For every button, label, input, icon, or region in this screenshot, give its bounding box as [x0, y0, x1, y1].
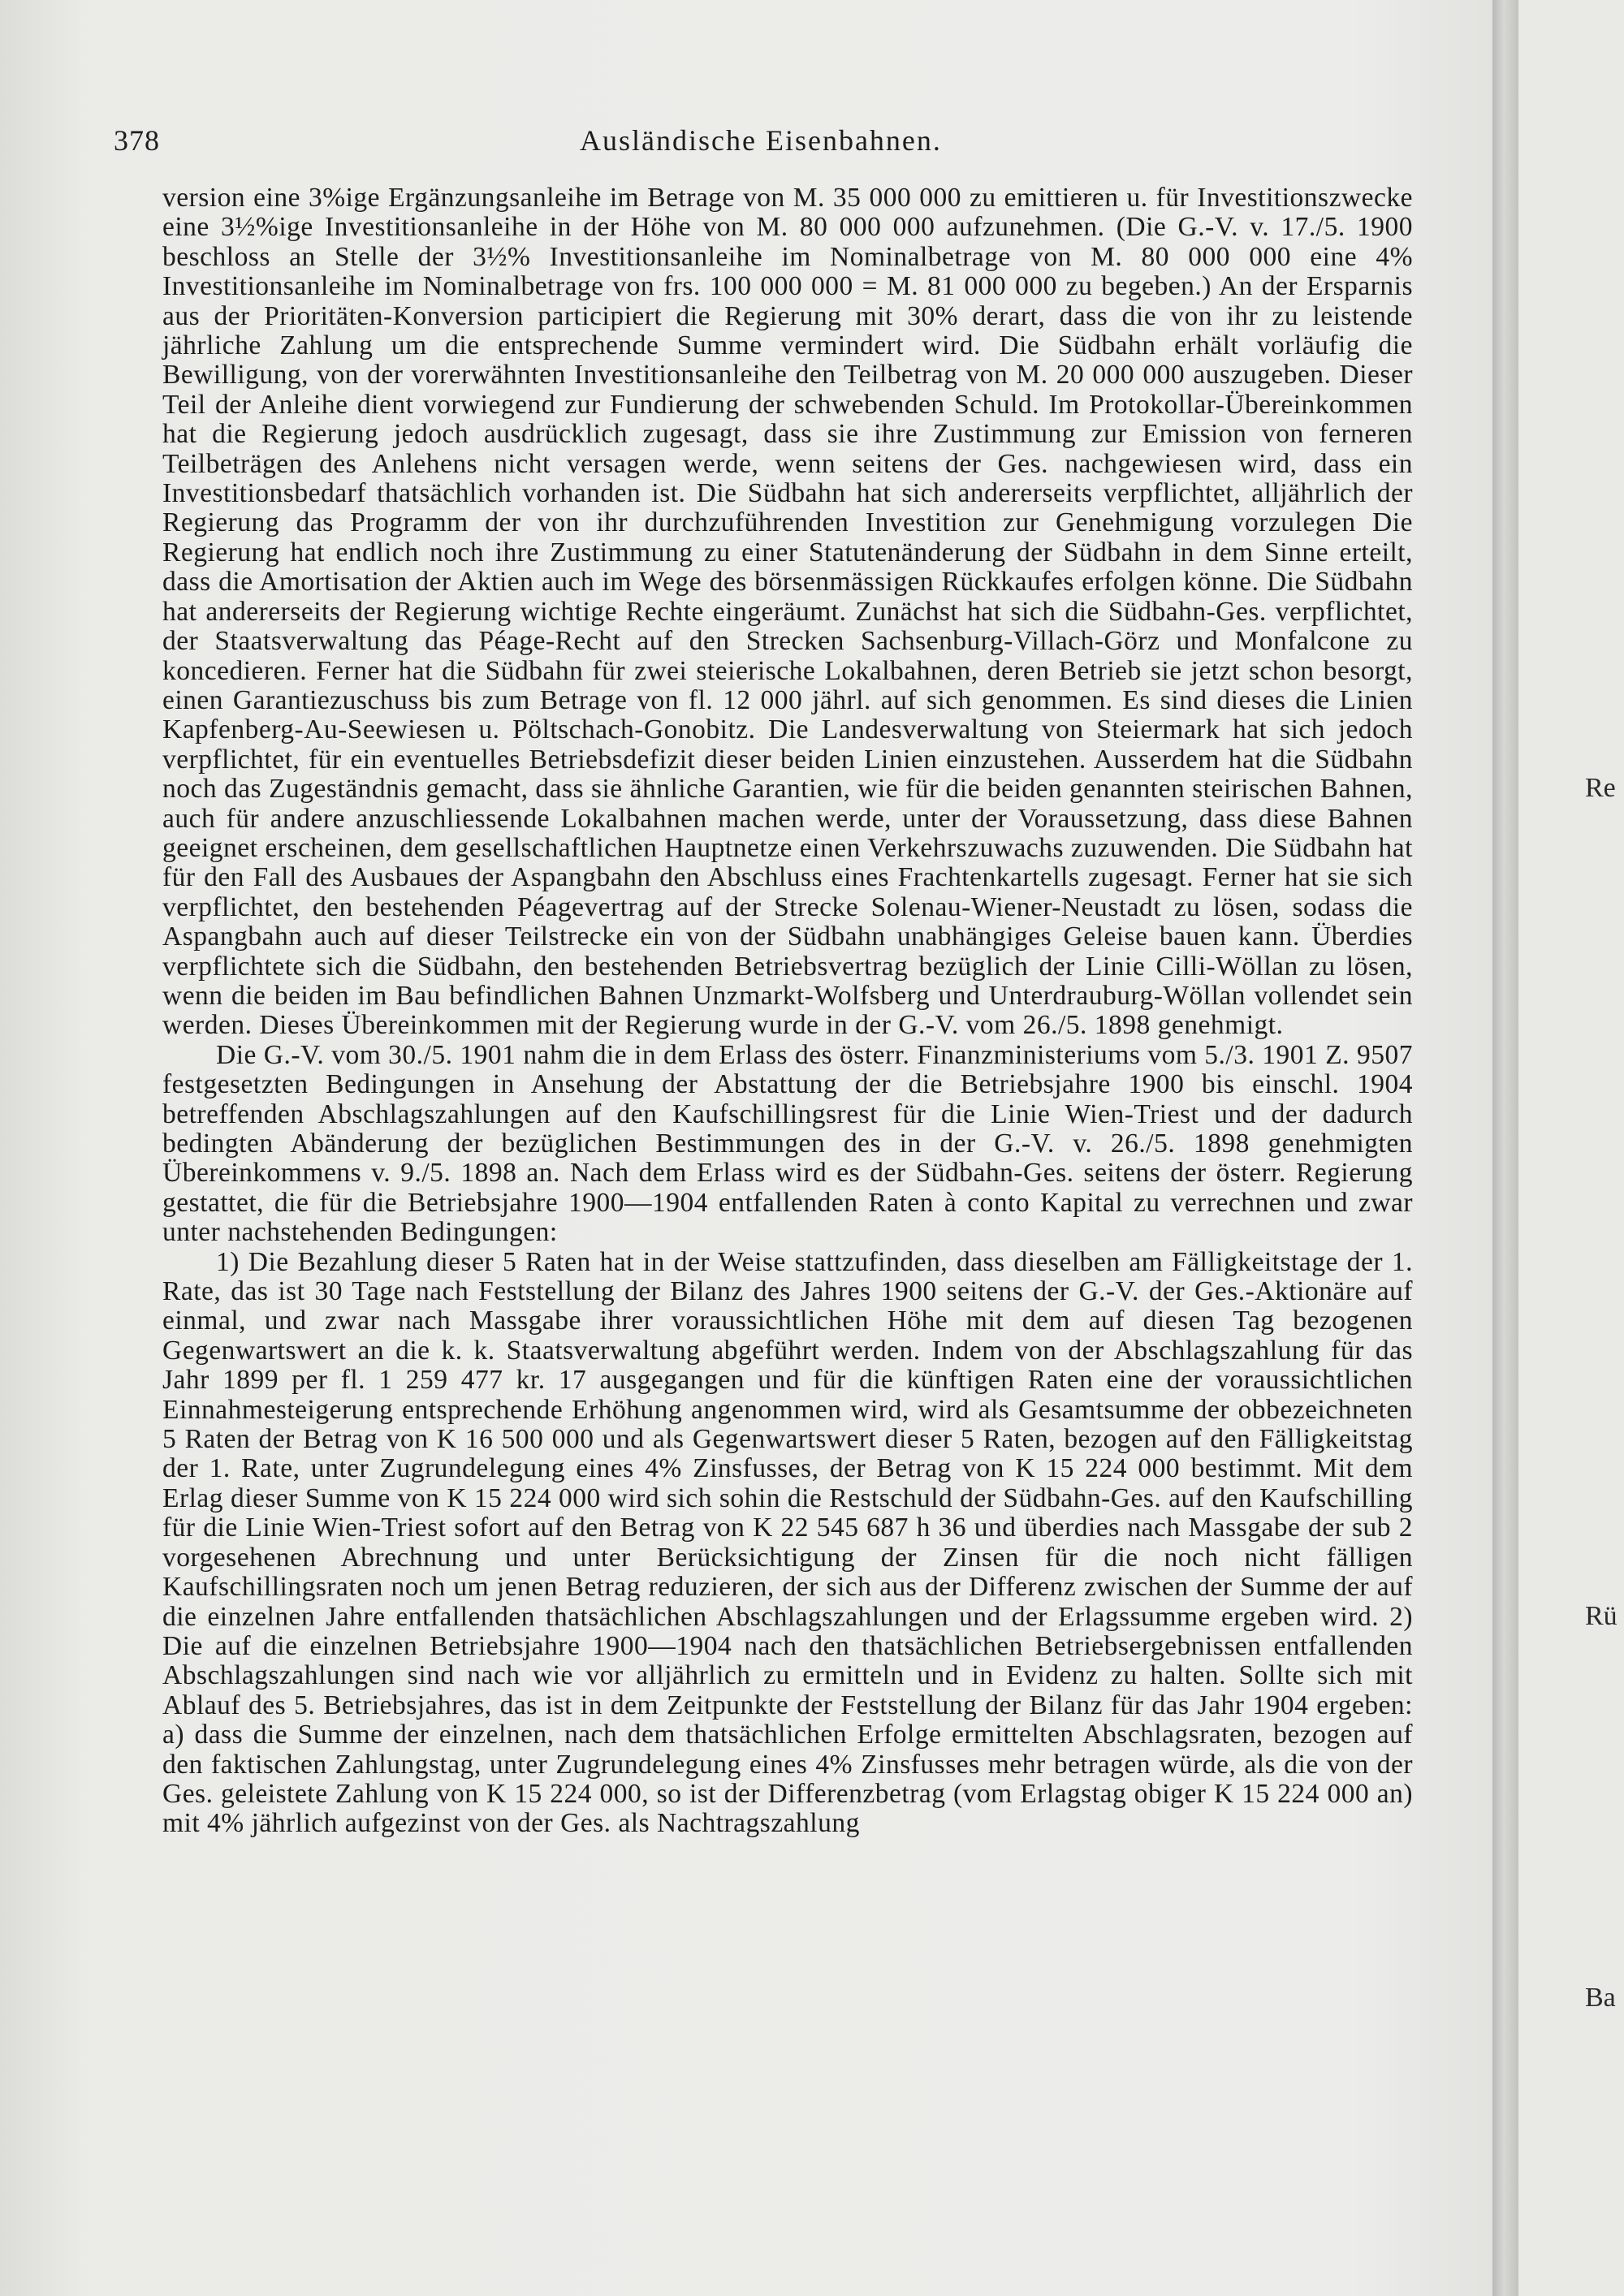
body-text [162, 183, 1413, 1839]
page-number: 378 [114, 124, 160, 157]
adjacent-page-edge [1518, 0, 1624, 2296]
margin-note-re: Re [1585, 773, 1616, 803]
running-title: Ausländische Eisenbahnen. [580, 124, 942, 157]
page-header [114, 123, 1413, 161]
margin-note-ru: Rü [1585, 1601, 1618, 1631]
margin-note-ba: Ba [1585, 1983, 1616, 2013]
paragraph-3: 1) Die Bezahlung dieser 5 Raten hat in der Weise stattzufinden, dass dieselben am Fälligkeitstage der 1. Rate, das ist 30 Tage nach Feststellung der Bilanz des Jahres 1900 seitens der G.-V. der Ges.-Aktionäre auf einmal, und zwar nach Massgabe ihrer voraussichtlichen Höhe mit dem auf diesen Tag bezogenen Gegenwartswert an die k. k. Staatsverwaltung abgeführt werden. Indem von der Abschlagszahlung für das Jahr 1899 per fl. 1 259 477 kr. 17 ausgegangen und für die künftigen Raten eine der voraussichtlichen Einnahmesteigerung entsprechende Erhöhung angenommen wird, wird als Gesamtsumme der obbezeichneten 5 Raten der Betrag von K 16 500 000 und als Gegenwartswert dieser 5 Raten, bezogen auf den Fälligkeitstag der 1. Rate, unter Zugrundelegung eines 4% Zinsfusses, der Betrag von K 15 224 000 bestimmt. Mit dem Erlag dieser Summe von K 15 224 000 wird sich sohin die Restschuld der Südbahn-Ges. auf den Kaufschilling für die Linie Wien-Triest sofort auf den Betrag von K 22 545 687 h 36 und überdies nach Massgabe der sub 2 vorgesehenen Abrechnung und unter Berücksichtigung der Zinsen für die noch nicht fälligen Kaufschillingsraten noch um jenen Betrag reduzieren, der sich aus der Differenz zwischen der Summe der auf die einzelnen Jahre entfallenden thatsächlichen Abschlagszahlungen und der Erlagssumme ergeben wird. 2) Die auf die einzelnen Betriebsjahre 1900—1904 nach den thatsächlichen Betriebsergebnissen entfallenden Abschlagszahlungen sind nach wie vor alljährlich zu ermitteln und in Evidenz zu halten. Sollte sich mit Ablauf des 5. Betriebsjahres, das ist in dem Zeitpunkte der Feststellung der Bilanz für das Jahr 1904 ergeben: a) dass die Summe der einzelnen, nach dem thatsächlichen Erfolge ermittelten Abschlagsraten, bezogen auf den faktischen Zahlungstag, unter Zugrundelegung eines 4% Zinsfusses mehr betragen würde, als die von der Ges. geleistete Zahlung von K 15 224 000, so ist der Differenzbetrag (vom Erlagstag obiger K 15 224 000 an) mit 4% jährlich aufgezinst von der Ges. als Nachtragszahlung [162, 1246, 1413, 1839]
book-gutter [1492, 0, 1518, 2296]
paragraph-2: Die G.-V. vom 30./5. 1901 nahm die in dem Erlass des österr. Finanzministeriums vom 5./3. 1901 Z. 9507 festgesetzten Bedingungen in Ansehung der Abstattung der die Betriebsjahre 1900 bis einschl. 1904 betreffenden Abschlagszahlungen auf den Kaufschillingsrest für die Linie Wien-Triest und der dadurch bedingten Abänderung der bezüglichen Bestimmungen des in der G.-V. v. 26./5. 1898 genehmigten Übereinkommens v. 9./5. 1898 an. Nach dem Erlass wird es der Südbahn-Ges. seitens der österr. Regierung gestattet, die für die Betriebsjahre 1900—1904 entfallenden Raten à conto Kapital zu verrechnen und zwar unter nachstehenden Bedingungen: [162, 1039, 1413, 1248]
paragraph-1: version eine 3%ige Ergänzungsanleihe im Betrage von M. 35 000 000 zu emittieren u. für Investitionszwecke eine 3½%ige Investitionsanleihe in der Höhe von M. 80 000 000 aufzunehmen. (Die G.-V. v. 17./5. 1900 beschloss an Stelle der 3½% Investitionsanleihe im Nominalbetrage von M. 80 000 000 eine 4% Investitionsanleihe im Nominalbetrage von frs. 100 000 000 = M. 81 000 000 zu begeben.) An der Ersparnis aus der Prioritäten-Konversion participiert die Regierung mit 30% derart, dass die von ihr zu leistende jährliche Zahlung um die entsprechende Summe vermindert wird. Die Südbahn erhält vorläufig die Bewilligung, von der vorerwähnten Investitionsanleihe den Teilbetrag von M. 20 000 000 auszugeben. Dieser Teil der Anleihe dient vorwiegend zur Fundierung der schwebenden Schuld. Im Protokollar-Übereinkommen hat die Regierung jedoch ausdrücklich zugesagt, dass sie ihre Zustimmung zur Emission von ferneren Teilbeträgen des Anlehens nicht versagen werde, wenn seitens der Ges. nachgewiesen wird, dass ein Investitionsbedarf thatsächlich vorhanden ist. Die Südbahn hat sich andererseits verpflichtet, alljährlich der Regierung das Programm der von ihr durchzuführenden Investition zur Genehmigung vorzulegen Die Regierung hat endlich noch ihre Zustimmung zu einer Statutenänderung der Südbahn in dem Sinne erteilt, dass die Amortisation der Aktien auch im Wege des börsenmässigen Rückkaufes erfolgen könne. Die Südbahn hat andererseits der Regierung wichtige Rechte eingeräumt. Zunächst hat sich die Südbahn-Ges. verpflichtet, der Staatsverwaltung das Péage-Recht auf den Strecken Sachsenburg-Villach-Görz und Monfalcone zu koncedieren. Ferner hat die Südbahn für zwei steierische Lokalbahnen, deren Betrieb sie jetzt schon besorgt, einen Garantiezuschuss bis zum Betrage von fl. 12 000 jährl. auf sich genommen. Es sind dieses die Linien Kapfenberg-Au-Seewiesen u. Pöltschach-Gonobitz. Die Landesverwaltung von Steiermark hat sich jedoch verpflichtet, für ein eventuelles Betriebsdefizit dieser beiden Linien einzustehen. Ausserdem hat die Südbahn noch das Zugeständnis gemacht, dass sie ähnliche Garantien, wie für die beiden genannten steirischen Bahnen, auch für andere anzuschliessende Lokalbahnen machen werde, unter der Voraussetzung, dass diese Bahnen geeignet erscheinen, dem gesellschaftlichen Hauptnetze einen Verkehrszuwachs zuzuwenden. Die Südbahn hat für den Fall des Ausbaues der Aspangbahn den Abschluss eines Frachtenkartells zugesagt. Ferner hat sie sich verpflichtet, den bestehenden Péagevertrag auf der Strecke Solenau-Wiener-Neustadt zu lösen, sodass die Aspangbahn auch auf dieser Teilstrecke ein von der Südbahn unabhängiges Geleise bauen kann. Überdies verpflichtete sich die Südbahn, den bestehenden Betriebsvertrag bezüglich der Linie Cilli-Wöllan zu lösen, wenn die beiden im Bau befindlichen Bahnen Unzmarkt-Wolfsberg und Unterdrauburg-Wöllan vollendet sein werden. Dieses Übereinkommen mit der Regierung wurde in der G.-V. vom 26./5. 1898 genehmigt. [162, 183, 1413, 1041]
